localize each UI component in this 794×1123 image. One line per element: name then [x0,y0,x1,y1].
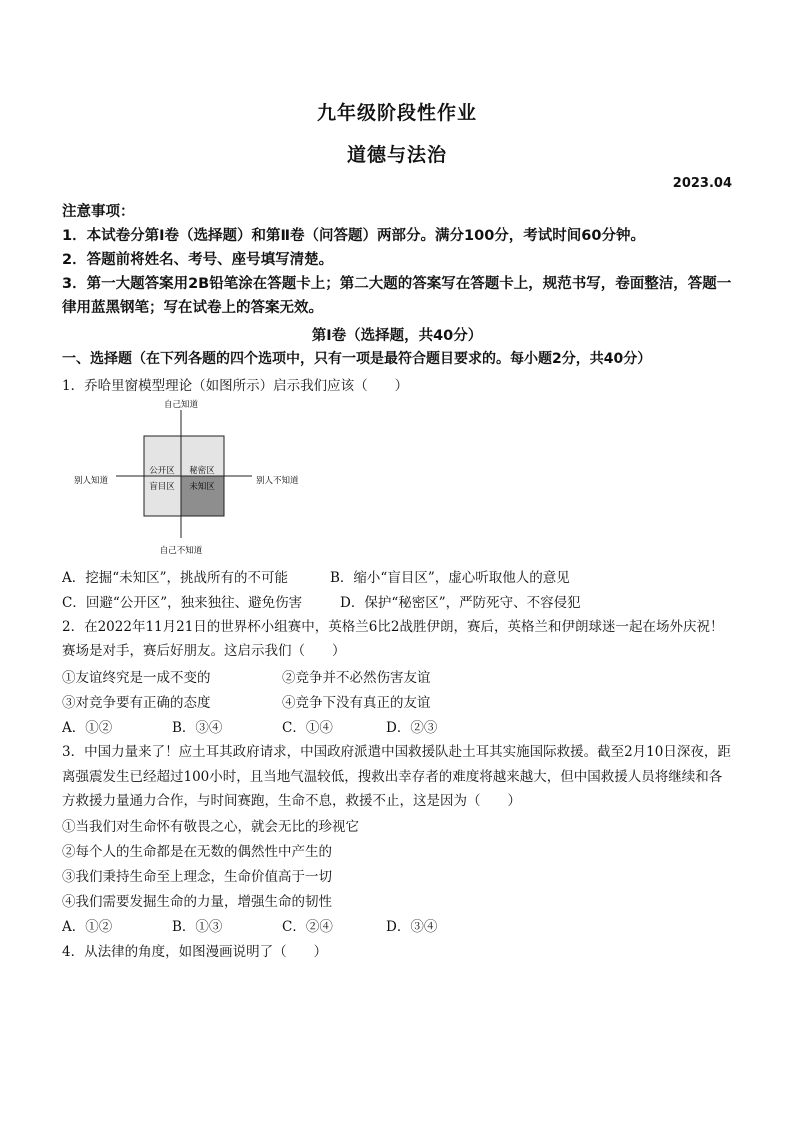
label-self-unknown: 自己不知道 [159,546,203,556]
q3-statement-2: ②每个人的生命都是在无数的偶然性中产生的 [62,844,332,860]
q3-option-b: B．①③ [172,919,223,935]
q3-option-c: C．②④ [282,919,333,935]
q1-option-d: D．保护“秘密区”，严防死守、不容侵犯 [340,595,581,611]
q2-stem: 2．在2022年11月21日的世界杯小组赛中，英格兰6比2战胜伊朗，赛后，英格兰和伊朗球迷一起在场外庆祝！赛场是对手，赛后好朋友。这启示我们（ ） [62,619,724,659]
label-secret-area: 秘密区 [189,466,215,476]
note-item-1: 1．本试卷分第Ⅰ卷（选择题）和第Ⅱ卷（问答题）两部分。满分100分，考试时间60分钟。 [62,228,645,244]
section-title: 第Ⅰ卷（选择题，共40分） [311,328,483,344]
q2-option-a: A．①② [62,720,113,736]
note-item-2: 2．答题前将姓名、考号、座号填写清楚。 [62,252,334,268]
q2-option-d: D．②③ [386,720,438,736]
notes-heading: 注意事项： [62,204,135,220]
q3-option-a: A．①② [62,919,113,935]
q3-statement-1: ①当我们对生命怀有敬畏之心，就会无比的珍视它 [62,819,359,835]
label-blind-area: 盲目区 [149,482,175,492]
q3-option-d: D．③④ [386,919,438,935]
q3-stem: 3．中国力量来了！应土耳其政府请求，中国政府派遣中国救援队赴土耳其实施国际救援。截至2月10日深夜，距离强震发生已经超过100小时，且当地气温较低，搜救出幸存者的难度将越来越大，但中国救援人员将继续和各方救援力量通力合作，与时间赛跑，生命不息，救援不止，这是因为（ ） [62,744,731,809]
page-title: 九年级阶段性作业 [316,102,477,124]
subject-title: 道德与法治 [346,144,447,166]
exam-date: 2023.04 [672,176,732,191]
section-instructions: 一、选择题（在下列各题的四个选项中，只有一项是最符合题目要求的。每小题2分，共40分） [62,351,652,367]
q3-statement-4: ④我们需要发掘生命的力量，增强生命的韧性 [62,894,332,910]
q1-option-a: A．挖掘“未知区”，挑战所有的不可能 [62,570,289,586]
q3-statement-3: ③我们秉持生命至上理念，生命价值高于一切 [62,869,332,885]
label-others-unknown: 别人不知道 [256,476,299,486]
q2-option-b: B．③④ [172,720,223,736]
q2-statement-4: ④竞争下没有真正的友谊 [282,695,431,711]
q2-statement-2: ②竞争并不必然伤害友谊 [282,670,431,686]
label-self-knows: 自己知道 [163,400,199,410]
q2-statement-3: ③对竞争要有正确的态度 [62,695,211,711]
label-others-know: 别人知道 [74,476,109,486]
label-open-area: 公开区 [149,466,175,476]
q1-option-b: B．缩小“盲目区”，虚心听取他人的意见 [330,570,570,586]
q2-option-c: C．①④ [282,720,333,736]
q1-stem: 1．乔哈里窗模型理论（如图所示）启示我们应该（ ） [62,378,409,394]
note-item-3: 3．第一大题答案用2B铅笔涂在答题卡上；第二大题的答案写在答题卡上，规范书写，卷面整洁，答题一律用蓝黑钢笔；写在试卷上的答案无效。 [62,276,732,316]
q2-statement-1: ①友谊终究是一成不变的 [62,670,211,686]
q4-stem: 4．从法律的角度，如图漫画说明了（ ） [62,944,328,960]
label-unknown-area: 未知区 [189,482,215,492]
q1-option-c: C．回避“公开区”，独来独往、避免伤害 [62,595,303,611]
johari-window-diagram [70,398,310,558]
